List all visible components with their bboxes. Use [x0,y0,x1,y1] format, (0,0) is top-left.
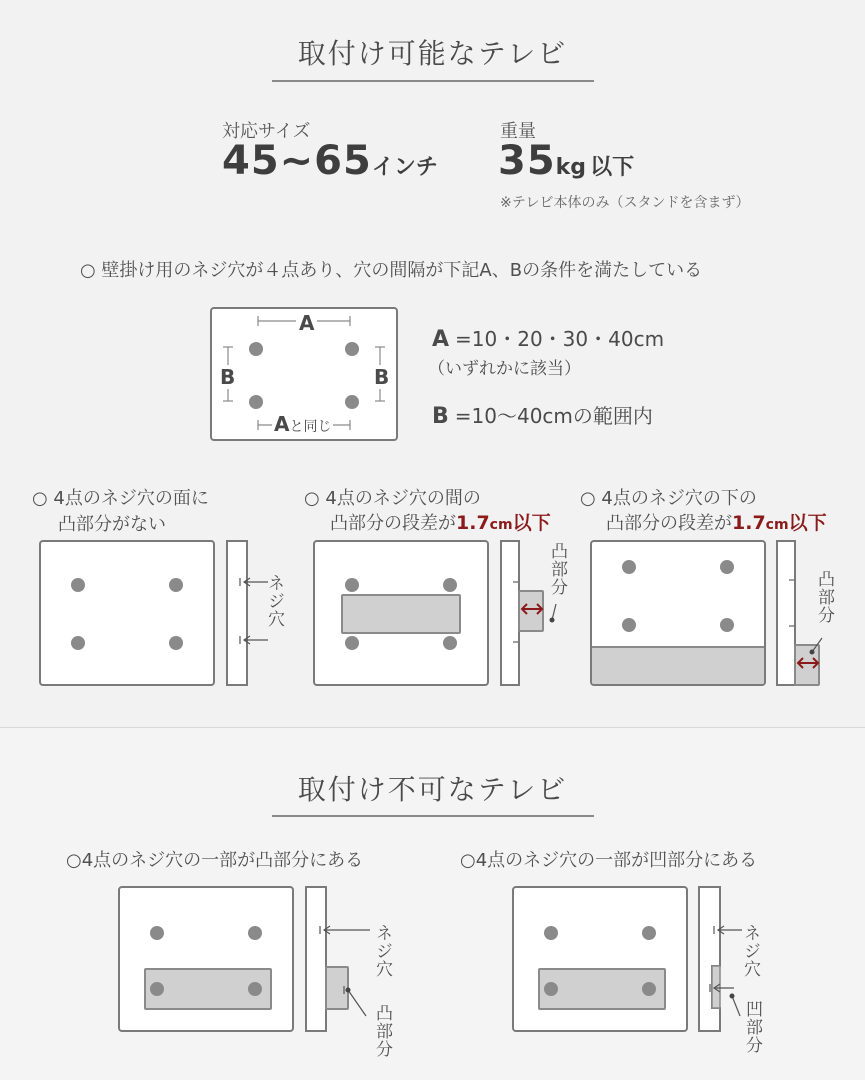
vesa-hole [249,395,263,409]
ng-case2-caption: ○4点のネジ穴の一部が凹部分にある [460,850,758,871]
ng-case2-label-screw: ネジ穴 [740,924,760,978]
case3-tv-back [590,540,766,686]
vesa-diagram-panel [210,307,398,441]
screw-hole [150,982,164,996]
case3-side-label: 凸部分 [814,570,834,624]
size-unit: インチ [371,155,438,180]
title-underline [272,815,594,817]
case2-tv-back [313,540,489,686]
case3-height-suffix: 以下 [788,512,827,534]
screw-hole [345,636,359,650]
case2-caption-line1: ○ 4点のネジ穴の間の [304,488,481,509]
case3-caption-line1: ○ 4点のネジ穴の下の [580,488,757,509]
screw-hole [443,578,457,592]
spec-a [432,323,664,352]
screw-hole [248,926,262,940]
case1-caption-line1: ○ 4点のネジ穴の面に [32,488,209,509]
label-a-bottom [272,412,333,436]
label-a-bottom-suffix: と同じ [289,419,332,435]
weight-note: ※テレビ本体のみ（スタンドを含まず） [500,195,750,211]
case2-height-unit: cm [489,517,513,533]
weight-suffix: 以下 [590,155,635,180]
weight-unit: kg [555,155,587,180]
title-underline [272,80,594,82]
screw-hole [71,636,85,650]
screw-hole [720,618,734,632]
case3-caption-line2 [606,508,827,535]
screw-hole [544,982,558,996]
vesa-hole [345,342,359,356]
case1-caption-line2: 凸部分がない [58,514,166,535]
screw-hole [443,636,457,650]
vesa-hole [249,342,263,356]
case1-tv-back [39,540,215,686]
label-b-left: B [220,365,236,389]
screw-hole [622,560,636,574]
bump-region [341,594,461,634]
vesa-hole [345,395,359,409]
screw-hole [720,560,734,574]
screw-hole [622,618,636,632]
ng-case1-label-part: 凸部分 [372,1004,392,1058]
screw-hole [248,982,262,996]
label-a-bottom-letter: A [274,412,290,436]
case3-height-unit: cm [765,517,789,533]
spec-b [432,400,653,429]
ng-case1-caption: ○4点のネジ穴の一部が凸部分にある [66,850,364,871]
size-label: 対応サイズ [222,121,311,142]
ng-case1-label-screw: ネジ穴 [372,924,392,978]
case2-side-label: 凸部分 [547,542,567,596]
spec-a-value: =10・20・30・40cm [455,327,665,351]
case2-caption-line2 [330,508,551,535]
case2-caption-prefix: 凸部分の段差が [330,513,456,534]
screw-hole [345,578,359,592]
screw-hole [71,578,85,592]
section-title-incompatible: 取付け不可なテレビ [297,773,568,806]
screw-hole [642,926,656,940]
label-a-top: A [296,311,317,335]
ng-case1-tv-back [118,886,294,1032]
ng-case2-tv-back [512,886,688,1032]
weight-value: 35 [498,138,556,184]
spec-b-value: =10～40cmの範囲内 [454,404,653,428]
case1-side-label: ネジ穴 [264,574,284,628]
spec-b-key: B [432,404,449,429]
weight-value-group [498,138,634,184]
screw-hole [169,636,183,650]
case2-height-value: 1.7 [456,512,490,534]
section-title-compatible: 取付け可能なテレビ [297,37,568,70]
screw-hole [169,578,183,592]
size-value: 45~65 [222,138,372,184]
spec-a-note: （いずれかに該当） [428,359,581,379]
ng-case2-label-part: 凹部分 [742,1000,762,1054]
bottom-bump-region [592,646,766,686]
weight-label: 重量 [500,121,536,142]
size-value-group [222,138,438,184]
case3-caption-prefix: 凸部分の段差が [606,513,732,534]
screw-hole [642,982,656,996]
case3-height-value: 1.7 [732,512,766,534]
case2-height-suffix: 以下 [512,512,551,534]
screw-hole [150,926,164,940]
label-b-right: B [374,365,390,389]
spec-a-key: A [432,327,450,352]
hole-condition-text: ○ 壁掛け用のネジ穴が４点あり、穴の間隔が下記A、Bの条件を満たしている [80,260,703,281]
screw-hole [544,926,558,940]
